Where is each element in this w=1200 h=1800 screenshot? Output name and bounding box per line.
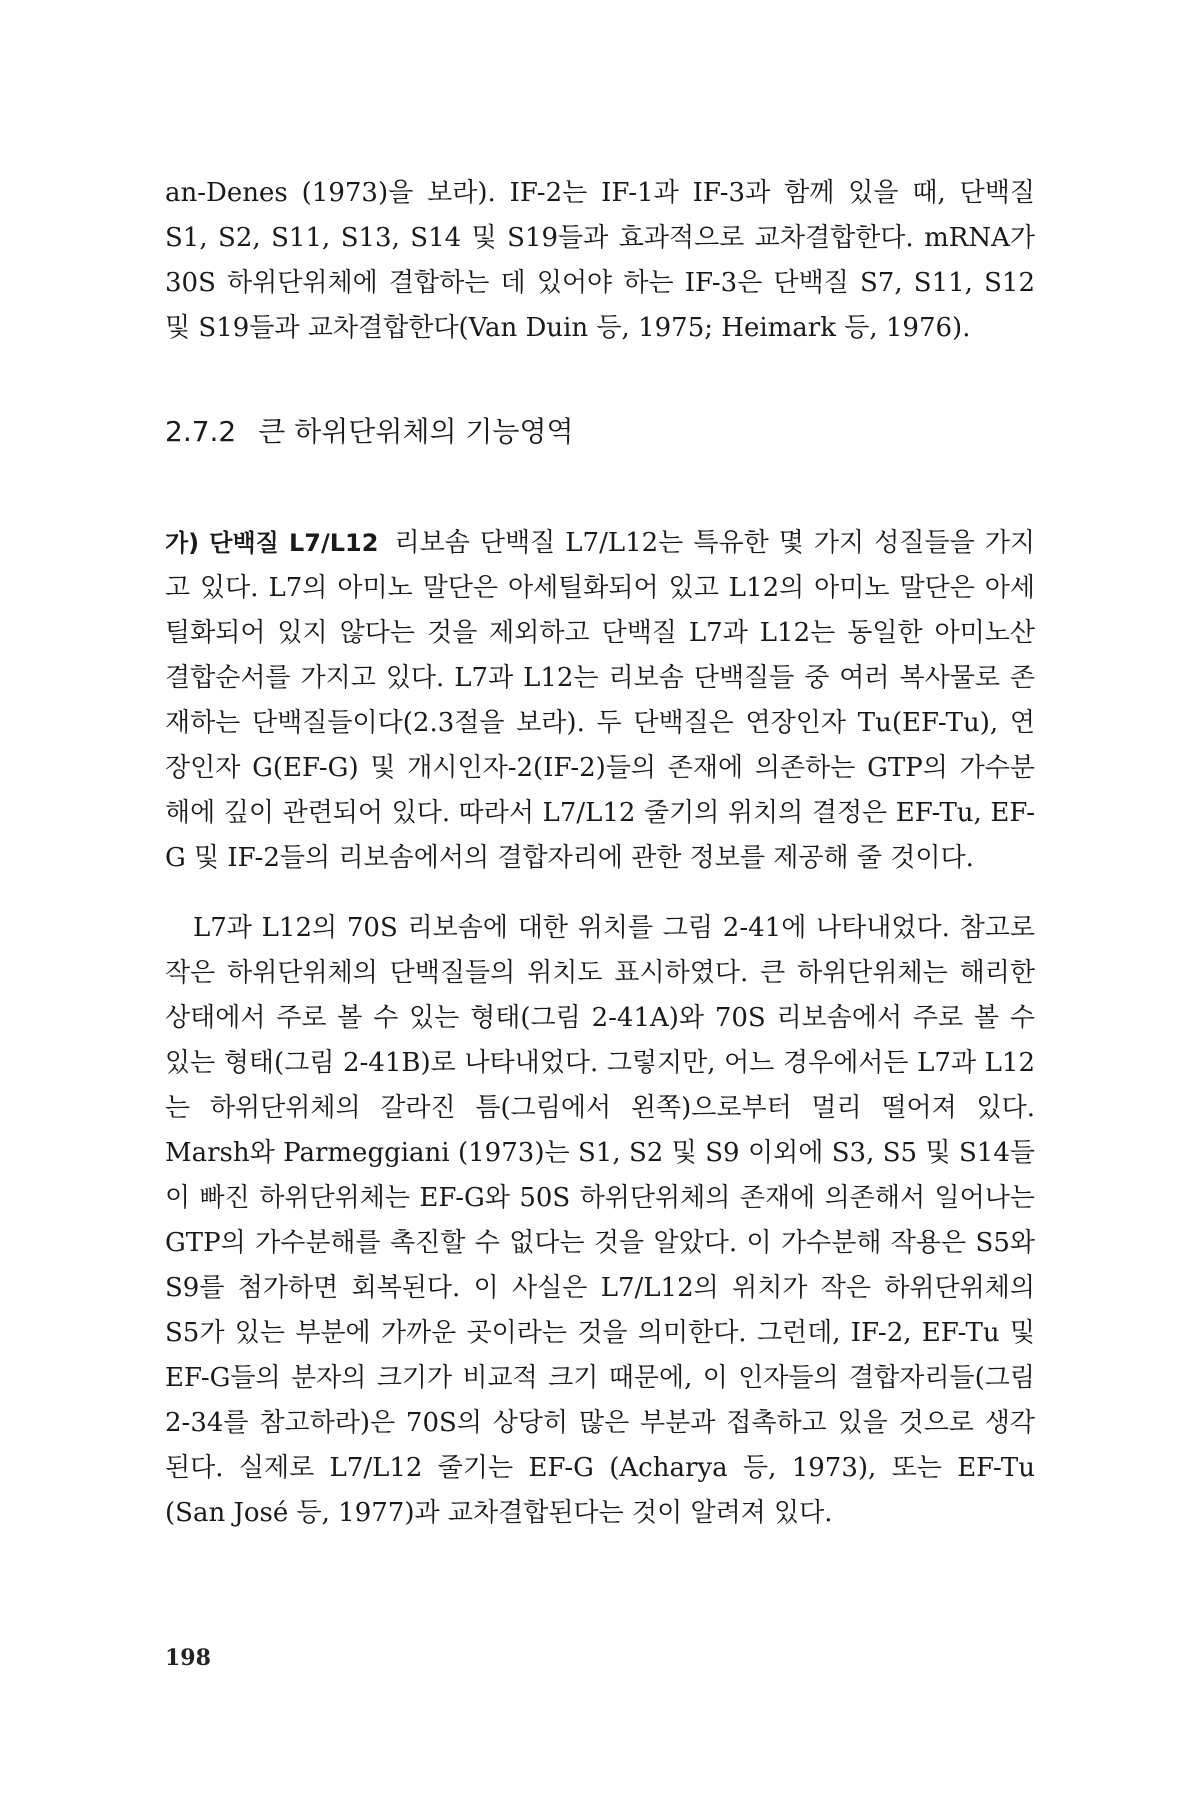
section-number: 2.7.2: [165, 415, 237, 448]
section-heading: [165, 412, 1035, 452]
paragraph-top: an-Denes (1973)을 보라). IF-2는 IF-1과 IF-3과 함께 있을 때, 단백질 S1, S2, S11, S13, S14 및 S19들과 효과적으로 교차결합한다. mRNA가 30S 하위단위체에 결합하는 데 있어야 하는 IF-3은 단백질 S7, S11, S12 및 S19들과 교차결합한다(Van Duin 등, 1975; Heimark 등, 1976).: [165, 178, 1035, 343]
paragraph-l7-l12-location: L7과 L12의 70S 리보솜에 대한 위치를 그림 2-41에 나타내었다. 참고로 작은 하위단위체의 단백질들의 위치도 표시하였다. 큰 하위단위체는 해리한 상태에서 주로 볼 수 있는 형태(그림 2-41A)와 70S 리보솜에서 주로 볼 수 있는 형태(그림 2-41B)로 나타내었다. 그렇지만, 어느 경우에서든 L7과 L12는 하위단위체의 갈라진 틈(그림에서 왼쪽)으로부터 멀리 떨어져 있다. Marsh와 Parmeggiani (1973)는 S1, S2 및 S9 이외에 S3, S5 및 S14들이 빠진 하위단위체는 EF-G와 50S 하위단위체의 존재에 의존해서 일어나는 GTP의 가수분해를 촉진할 수 없다는 것을 알았다. 이 가수분해 작용은 S5와 S9를 첨가하면 회복된다. 이 사실은 L7/L12의 위치가 작은 하위단위체의 S5가 있는 부분에 가까운 곳이라는 것을 의미한다. 그런데, IF-2, EF-Tu 및 EF-G들의 분자의 크기가 비교적 크기 때문에, 이 인자들의 결합자리들(그림 2-34를 참고하라)은 70S의 상당히 많은 부분과 접촉하고 있을 것으로 생각된다. 실제로 L7/L12 줄기는 EF-G (Acharya 등, 1973), 또는 EF-Tu (San José 등, 1977)과 교차결합된다는 것이 알려져 있다.: [165, 913, 1035, 1528]
section-title: 큰 하위단위체의 기능영역: [258, 415, 574, 448]
paragraph-l7-l12-body: 리보솜 단백질 L7/L12는 특유한 몇 가지 성질들을 가지고 있다. L7의 아미노 말단은 아세틸화되어 있고 L12의 아미노 말단은 아세틸화되어 있지 않다는 것을 제외하고 단백질 L7과 L12는 동일한 아미노산 결합순서를 가지고 있다. L7과 L12는 리보솜 단백질들 중 여러 복사물로 존재하는 단백질들이다(2.3절을 보라). 두 단백질은 연장인자 Tu(EF-Tu), 연장인자 G(EF-G) 및 개시인자-2(IF-2)들의 존재에 의존하는 GTP의 가수분해에 깊이 관련되어 있다. 따라서 L7/L12 줄기의 위치의 결정은 EF-Tu, EF-G 및 IF-2들의 리보솜에서의 결합자리에 관한 정보를 제공해 줄 것이다.: [165, 528, 1035, 873]
page-number: 198: [165, 1645, 211, 1671]
subsection-label: 가) 단백질 L7/L12: [165, 529, 379, 557]
paragraph-l7-l12-intro: [165, 521, 1035, 881]
